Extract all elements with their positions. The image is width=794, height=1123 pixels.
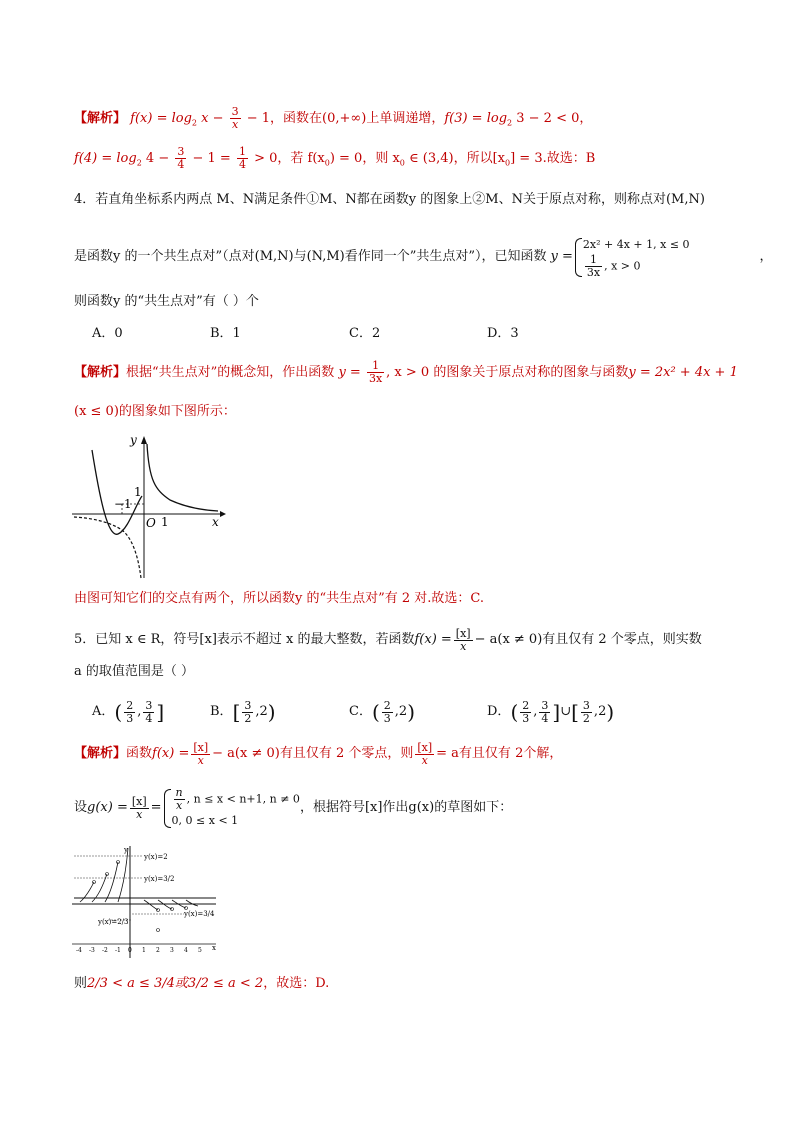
label-y-2-3: y(x)=2/3 [98, 918, 129, 926]
q5-analysis-line-1: 【解析】 函数 f(x) = $\frac{[x]}{x}$ − a(x ≠ 0)有且仅有 2 个零点，则 $\frac{[x]}{x}$ = a有且仅有 2个解， [74, 740, 563, 767]
svg-text:-3: -3 [89, 947, 95, 954]
piecewise-function: 2x² + 4x + 1, x ≤ 0 $\frac{1}{3x}$ , x > 0 [573, 236, 690, 279]
q4-stem-line-3: 则函数y 的“共生点对”有（ ）个 [74, 294, 259, 309]
x-axis-label: x [212, 515, 219, 529]
q4-analysis-line-1: 【解析】根据“共生点对”的概念知，作出函数 y = $\frac{1}{3x}$ , x > 0 的图象关于原点对称的图象与函数y = 2x² + 4x + 1 [74, 359, 738, 385]
origin-label: O [146, 516, 156, 530]
label-y-3-4: y(x)=3/4 [184, 910, 215, 918]
svg-text:2: 2 [156, 947, 160, 954]
q5-analysis-line-3: 则2/3 < a ≤ 3/4或3/2 ≤ a < 2，故选：D. [74, 976, 330, 991]
svg-text:3: 3 [170, 947, 174, 954]
svg-text:5: 5 [198, 947, 202, 954]
q4-option-d: D．3 [487, 326, 519, 341]
q5-stem-line-2: a 的取值范围是（ ） [74, 664, 195, 679]
fraction: $\frac{3}{4}$ [177, 145, 185, 171]
x-axis-arrow [220, 511, 226, 517]
x-tick-1: 1 [161, 515, 169, 529]
fraction: $\frac{3}{x}$ [231, 105, 239, 131]
label-y-2: y(x)=2 [144, 853, 168, 861]
x-axis-label: x [212, 944, 216, 952]
q5-analysis-line-2: 设 g(x) = $\frac{[x]}{x}$ = $\frac{n}{x}$ , n ≤ x < n+1, n ≠ 0 0, 0 ≤ x < 1 ，根据符号[x]作出g(x)的草图如下： [74, 784, 512, 832]
y-axis-arrow [141, 436, 147, 444]
q4-option-c: C．2 [349, 326, 381, 341]
q5-gx-graph [72, 842, 222, 962]
svg-text:0: 0 [128, 947, 132, 954]
q4-function-graph [70, 430, 230, 580]
svg-text:-2: -2 [102, 947, 108, 954]
q5-option-d: D． ( $\frac{2}{3}$ , $\frac{3}{4}$ ] ∪ [ $\frac{3}{2}$ , 2 ) [487, 698, 615, 725]
q4-analysis-line-2: (x ≤ 0)的图象如下图所示： [74, 404, 236, 419]
y-tick-1: 1 [134, 485, 142, 499]
analysis-tag: 【解析】 [74, 111, 127, 126]
y-axis-label: y [130, 433, 137, 447]
p3-analysis-line-1: 【解析】 $f(x) = \log_2 x$ − $\frac{3}{x}$ − 1，函数在(0,+∞)上单调递增，$f(3) = \log_2 3 - 2 < 0$， [74, 105, 593, 131]
svg-text:-1: -1 [115, 947, 121, 954]
q4-option-b: B．1 [210, 326, 241, 341]
q4-stem-line-1: 4．若直角坐标系内两点 M、N满足条件①M、N都在函数y 的图象上②M、N关于原点对称，则称点对(M,N) [74, 192, 705, 207]
piecewise-function: $\frac{n}{x}$ , n ≤ x < n+1, n ≠ 0 0, 0 ≤ x < 1 [162, 787, 300, 830]
reflected-hyperbola-curve [74, 517, 141, 578]
x-tick-labels [76, 947, 202, 954]
q5-stem-line-1: 5．已知 x ∈ R，符号[x]表示不超过 x 的最大整数，若函数 f(x) = $\frac{[x]}{x}$ − a(x ≠ 0)有且仅有 2 个零点，则实数 [74, 626, 702, 653]
q5-option-a: A． ( $\frac{2}{3}$ , $\frac{3}{4}$ ] [92, 698, 165, 725]
hyperbola-curve [147, 444, 218, 511]
q4-analysis-line-3: 由图可知它们的交点有两个，所以函数y 的“共生点对”有 2 对.故选：C. [74, 591, 485, 606]
y-axis-label: y [124, 846, 128, 854]
svg-text:-4: -4 [76, 947, 82, 954]
q5-option-b: B． [ $\frac{3}{2}$ , 2 ) [210, 698, 276, 725]
q5-option-c: C． ( $\frac{2}{3}$ , 2 ) [349, 698, 415, 725]
label-y-3-2: y(x)=3/2 [144, 875, 175, 883]
x-tick-neg1: −1 [114, 497, 132, 511]
q4-option-a: A．0 [92, 326, 123, 341]
analysis-tag: 【解析】 [74, 365, 127, 380]
q4-stem-line-2: 是函数y 的一个共生点对”（点对(M,N)与(N,M)看作同一个”共生点对”），已知函数 y = 2x² + 4x + 1, x ≤ 0 $\frac{1}{3x}$ , x > 0 ， [74, 237, 773, 279]
svg-text:4: 4 [184, 947, 188, 954]
svg-text:1: 1 [142, 947, 146, 954]
p3-analysis-line-2: $f(4) = \log_2 4$ − $\frac{3}{4}$ − 1 = $\frac{1}{4}$ > 0，若 $f(x_0) = 0$，则 $x_0$ ∈ (3,4)，所以$[x_0] = 3$.故选：B [74, 145, 596, 171]
analysis-tag: 【解析】 [74, 746, 127, 761]
fraction: $\frac{1}{4}$ [238, 145, 246, 171]
